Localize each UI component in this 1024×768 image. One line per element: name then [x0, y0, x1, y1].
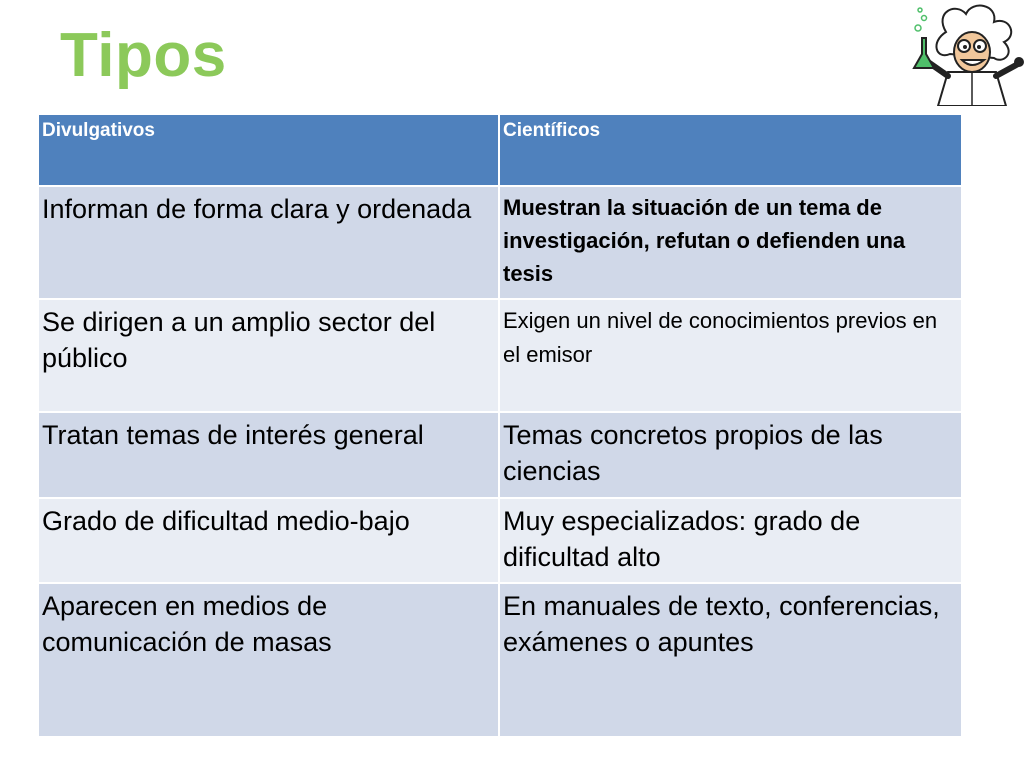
table-row — [39, 498, 962, 583]
table-cell: Temas concretos propios de las ciencias — [499, 412, 962, 498]
table-cell: Aparecen en medios de comunicación de masas — [39, 583, 499, 737]
table-cell: Muestran la situación de un tema de investigación, refutan o defienden una tesis — [499, 186, 962, 299]
mad-scientist-icon — [906, 2, 1024, 106]
header-divulgativos: Divulgativos — [39, 115, 499, 186]
table-cell: Grado de dificultad medio-bajo — [39, 498, 499, 583]
slide-title: Tipos — [60, 21, 227, 90]
header-cientificos: Científicos — [499, 115, 962, 186]
table-row — [39, 299, 962, 412]
table-row — [39, 583, 962, 737]
table-cell: Se dirigen a un amplio sector del público — [39, 299, 499, 412]
table-cell: Muy especializados: grado de dificultad alto — [499, 498, 962, 583]
table-cell: Informan de forma clara y ordenada — [39, 186, 499, 299]
table-cell: Tratan temas de interés general — [39, 412, 499, 498]
table-header-row — [39, 115, 962, 186]
comparison-table — [39, 115, 963, 738]
table-row — [39, 186, 962, 299]
table-row — [39, 412, 962, 498]
table-cell: En manuales de texto, conferencias, exámenes o apuntes — [499, 583, 962, 737]
table-cell: Exigen un nivel de conocimientos previos en el emisor — [499, 299, 962, 412]
